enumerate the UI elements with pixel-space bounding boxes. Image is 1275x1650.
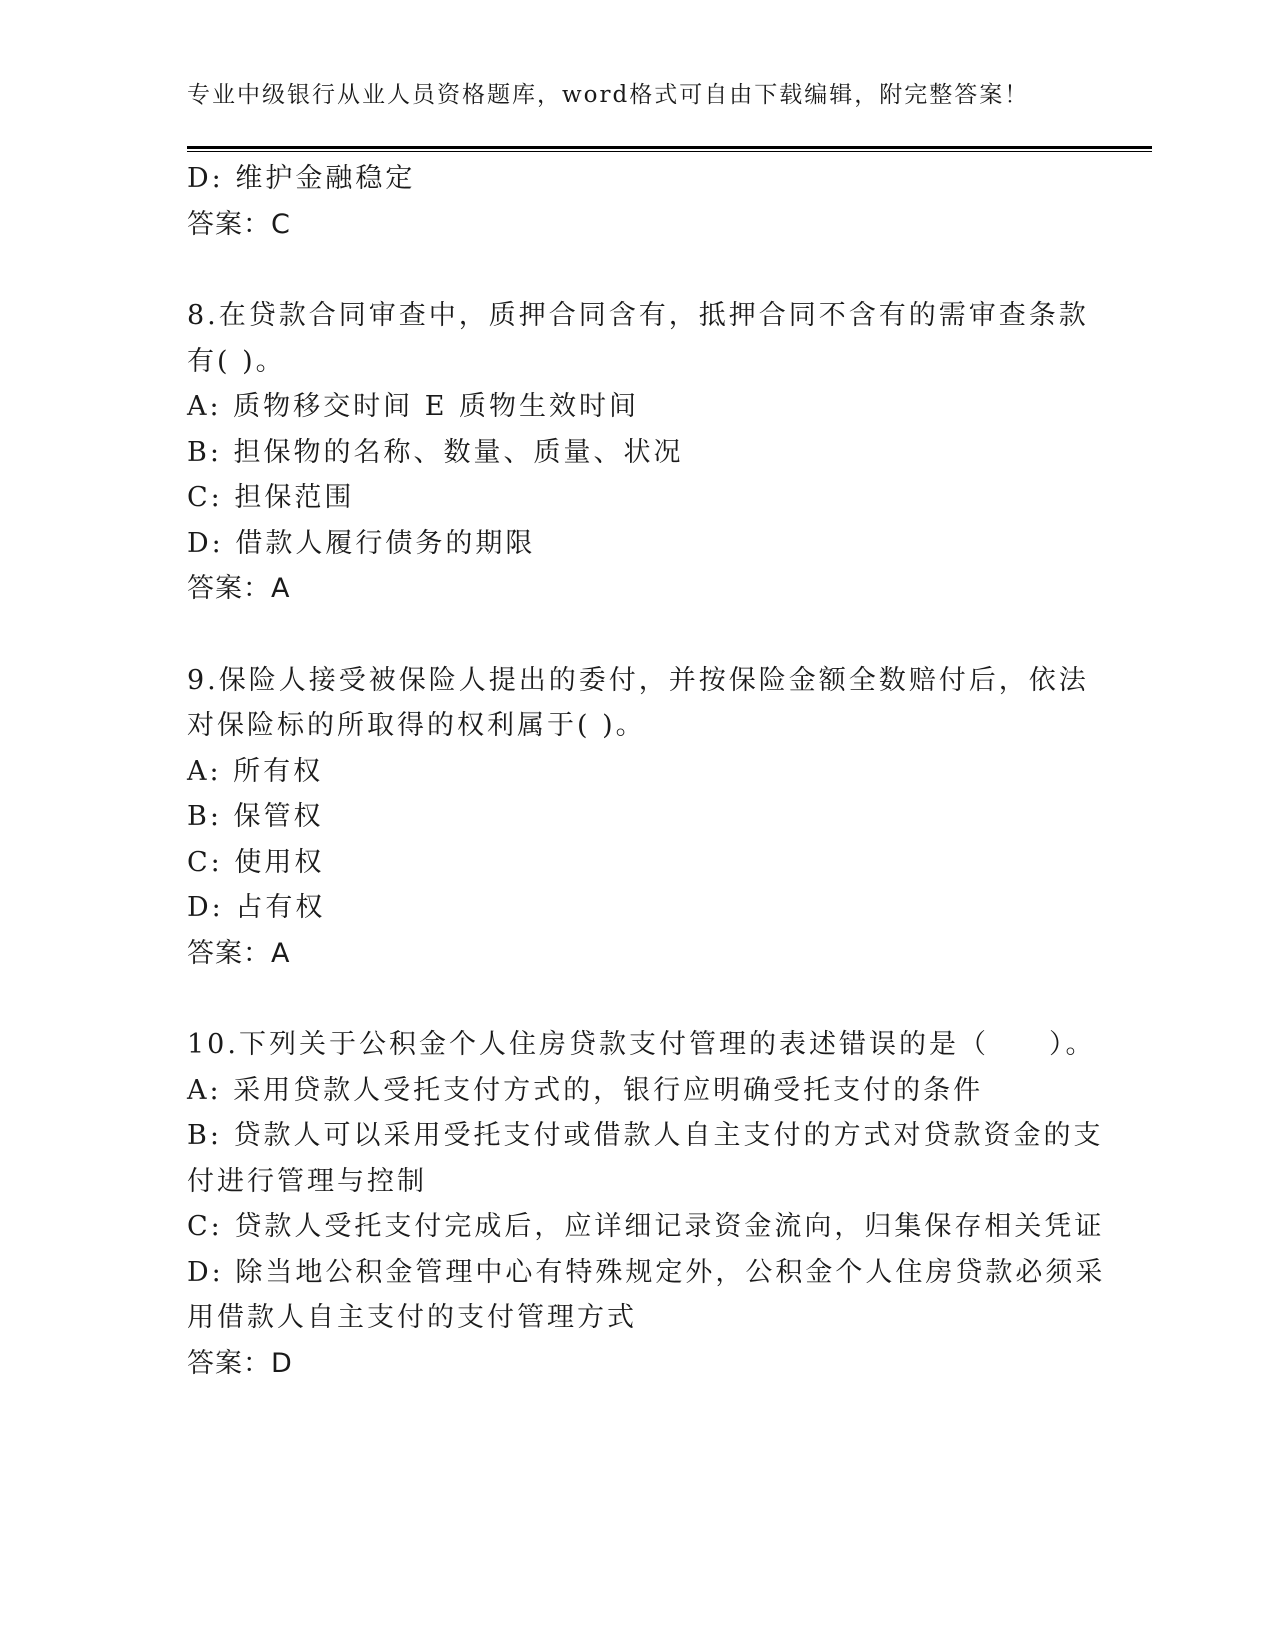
option-c: C: 担保范围	[187, 482, 355, 513]
option-b-line-2: 付进行管理与控制	[187, 1165, 427, 1197]
option-d: D: 维护金融稳定	[187, 163, 416, 194]
header-rule-thin	[187, 151, 1152, 152]
option-d: D: 借款人履行债务的期限	[187, 527, 536, 559]
header-rule-thick	[187, 146, 1152, 149]
option-c: C: 贷款人受托支付完成后，应详细记录资金流向，归集保存相关凭证	[187, 1211, 1105, 1242]
question-stem-line-1: 8.在贷款合同审查中，质押合同含有，抵押合同不含有的需审查条款	[187, 300, 1089, 331]
block-spacer	[187, 976, 1087, 1022]
option-b-line-1: B: 贷款人可以采用受托支付或借款人自主支付的方式对贷款资金的支	[187, 1120, 1104, 1151]
option-b: B: 担保物的名称、数量、质量、状况	[187, 436, 684, 468]
question-block-10	[187, 1022, 1106, 1386]
question-stem-line-1: 9.保险人接受被保险人提出的委付，并按保险金额全数赔付后，依法	[187, 664, 1089, 696]
question-block-8	[187, 293, 1087, 612]
question-block-9	[187, 658, 1087, 977]
answer-line: 答案：A	[187, 937, 291, 969]
answer-line: 答案：C	[187, 208, 291, 240]
question-list	[187, 156, 1106, 1386]
option-d-line-1: D: 除当地公积金管理中心有特殊规定外，公积金个人住房贷款必须采	[187, 1256, 1106, 1288]
question-stem-line-2: 对保险标的所取得的权利属于( )。	[187, 710, 646, 741]
answer-line: 答案：D	[187, 1347, 293, 1379]
question-stem-line-1: 10.下列关于公积金个人住房贷款支付管理的表述错误的是（ ）。	[187, 1029, 1096, 1060]
option-c: C: 使用权	[187, 846, 325, 878]
block-spacer	[187, 612, 1087, 658]
option-b: B: 保管权	[187, 801, 324, 832]
question-stem-line-2: 有( )。	[187, 345, 286, 377]
option-d: D: 占有权	[187, 892, 326, 923]
option-a: A: 质物移交时间 E 质物生效时间	[187, 391, 640, 422]
block-spacer	[187, 247, 1087, 293]
option-d-line-2: 用借款人自主支付的支付管理方式	[187, 1302, 637, 1333]
answer-line: 答案：A	[187, 573, 291, 604]
option-a: A: 所有权	[187, 755, 324, 787]
question-block-7-tail	[187, 156, 1087, 247]
option-a: A: 采用贷款人受托支付方式的，银行应明确受托支付的条件	[187, 1074, 984, 1106]
page-header: 专业中级银行从业人员资格题库，word格式可自由下载编辑，附完整答案！	[187, 82, 1030, 108]
